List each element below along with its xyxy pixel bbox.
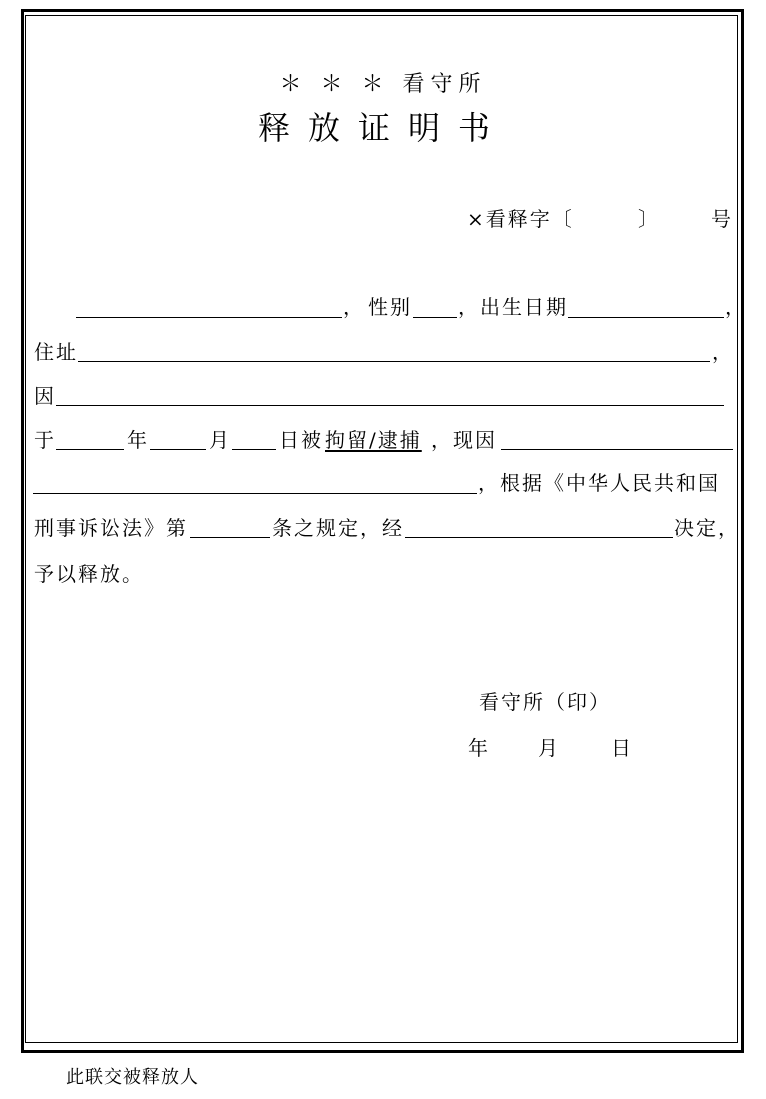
year-blank [56,449,124,450]
year-label: 年 [127,428,149,452]
now-because-label: ，现因 [431,428,497,452]
detention-type: 拘留/逮捕 [325,428,422,452]
seal-label: 看守所（印） [479,690,611,714]
release-reason-blank [501,449,733,450]
article-number-blank [190,537,270,538]
line1-end-comma: ， [725,295,747,319]
line2-comma: ， [712,340,734,364]
date-on-label: 于 [34,428,56,452]
day-by-label: 日被 [279,428,323,452]
reason-blank [56,405,724,406]
dob-blank [568,317,724,318]
release-statement: 予以释放。 [34,562,144,586]
document-title: 释放证明书 [257,109,508,147]
detention-center-name: ＊ ＊ ＊ 看守所 [279,72,487,97]
signature-year: 年 [468,736,490,760]
gender-blank [413,317,457,318]
address-blank [78,361,710,362]
doc-number-prefix: ×看释字〔 [467,207,574,231]
dob-label: ，出生日期 [458,295,568,319]
law-article-label: 刑事诉讼法》第 [34,516,188,540]
line1-comma: ， [343,295,365,319]
doc-number-suffix: 号 [711,207,733,231]
month-blank [150,449,206,450]
gender-label: 性别 [368,295,412,319]
provision-label: 条之规定，经 [272,516,404,540]
decision-label: 决定， [674,516,740,540]
signature-month: 月 [538,736,560,760]
authority-blank [405,537,673,538]
signature-day: 日 [611,736,633,760]
doc-number-close-bracket: 〕 [638,207,660,231]
reason-label: 因 [34,384,56,408]
day-blank [232,449,276,450]
name-blank [76,317,342,318]
release-reason-blank-continued [33,493,477,494]
copy-note: 此联交被释放人 [66,1067,199,1088]
according-label: ，根据《中华人民共和国 [478,471,720,495]
address-label: 住址 [34,340,78,364]
month-label: 月 [209,428,231,452]
